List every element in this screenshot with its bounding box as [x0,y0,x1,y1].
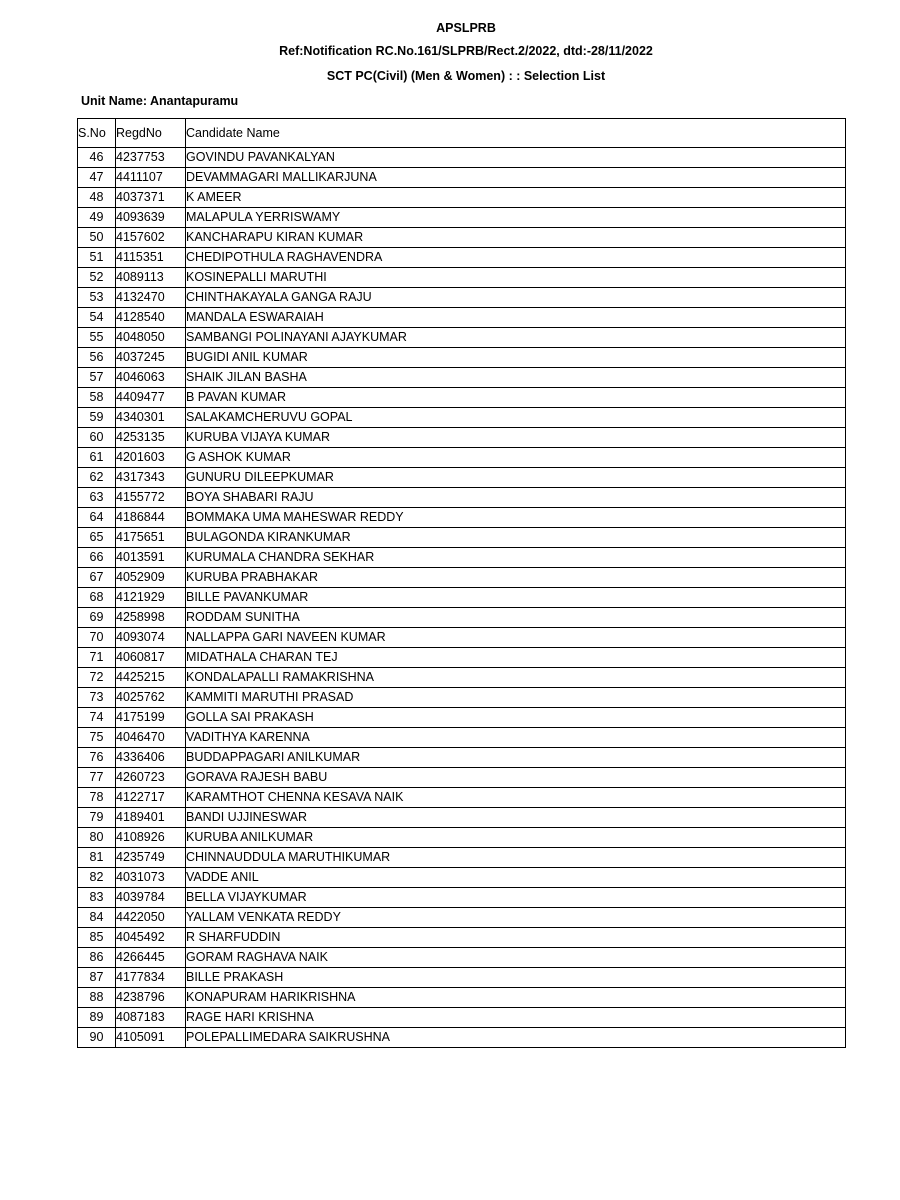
candidate-name-cell: KURUMALA CHANDRA SEKHAR [186,548,846,568]
table-row [78,608,846,628]
regdno-cell: 4253135 [116,428,186,448]
regdno-cell: 4037245 [116,348,186,368]
sno-cell: 74 [78,708,116,728]
candidate-name-cell: CHINNAUDDULA MARUTHIKUMAR [186,848,846,868]
candidate-name-cell: BOYA SHABARI RAJU [186,488,846,508]
regdno-cell: 4128540 [116,308,186,328]
table-row [78,408,846,428]
table-row [78,568,846,588]
candidate-name-cell: BUGIDI ANIL KUMAR [186,348,846,368]
sno-cell: 46 [78,148,116,168]
candidate-name-cell: CHEDIPOTHULA RAGHAVENDRA [186,248,846,268]
table-row [78,228,846,248]
candidate-name-cell: KURUBA PRABHAKAR [186,568,846,588]
candidate-name-cell: KAMMITI MARUTHI PRASAD [186,688,846,708]
table-row [78,768,846,788]
table-row [78,948,846,968]
regdno-cell: 4177834 [116,968,186,988]
sno-cell: 50 [78,228,116,248]
candidate-name-cell: K AMEER [186,188,846,208]
regdno-cell: 4025762 [116,688,186,708]
sno-cell: 84 [78,908,116,928]
candidate-name-cell: VADITHYA KARENNA [186,728,846,748]
candidate-name-cell: MIDATHALA CHARAN TEJ [186,648,846,668]
sno-cell: 56 [78,348,116,368]
regdno-cell: 4046063 [116,368,186,388]
table-row [78,508,846,528]
list-title: SCT PC(Civil) (Men & Women) : : Selection List [326,69,606,83]
sno-cell: 85 [78,928,116,948]
candidate-name-cell: GOVINDU PAVANKALYAN [186,148,846,168]
table-row [78,348,846,368]
candidate-name-cell: KARAMTHOT CHENNA KESAVA NAIK [186,788,846,808]
regdno-cell: 4175199 [116,708,186,728]
candidate-name-cell: RODDAM SUNITHA [186,608,846,628]
table-row [78,828,846,848]
regdno-cell: 4089113 [116,268,186,288]
regdno-cell: 4048050 [116,328,186,348]
table-row [78,208,846,228]
table-row [78,148,846,168]
table-row [78,248,846,268]
table-row [78,468,846,488]
regdno-cell: 4039784 [116,888,186,908]
candidate-name-cell: POLEPALLIMEDARA SAIKRUSHNA [186,1028,846,1048]
table-row [78,288,846,308]
table-body [78,148,846,1048]
candidate-name-cell: KONAPURAM HARIKRISHNA [186,988,846,1008]
table-row [78,308,846,328]
regdno-cell: 4336406 [116,748,186,768]
table-row [78,708,846,728]
regdno-cell: 4122717 [116,788,186,808]
table-row [78,1008,846,1028]
candidate-name-cell: CHINTHAKAYALA GANGA RAJU [186,288,846,308]
candidate-name-cell: DEVAMMAGARI MALLIKARJUNA [186,168,846,188]
candidate-name-cell: KOSINEPALLI MARUTHI [186,268,846,288]
candidate-name-cell: SHAIK JILAN BASHA [186,368,846,388]
regdno-cell: 4045492 [116,928,186,948]
sno-cell: 67 [78,568,116,588]
regdno-cell: 4258998 [116,608,186,628]
sno-cell: 89 [78,1008,116,1028]
regdno-cell: 4037371 [116,188,186,208]
sno-cell: 63 [78,488,116,508]
sno-cell: 86 [78,948,116,968]
table-row [78,968,846,988]
sno-cell: 49 [78,208,116,228]
sno-cell: 53 [78,288,116,308]
table-row [78,328,846,348]
candidate-name-cell: GORAVA RAJESH BABU [186,768,846,788]
candidate-name-cell: MANDALA ESWARAIAH [186,308,846,328]
regdno-cell: 4409477 [116,388,186,408]
sno-cell: 54 [78,308,116,328]
sno-cell: 80 [78,828,116,848]
regdno-cell: 4317343 [116,468,186,488]
regdno-cell: 4422050 [116,908,186,928]
candidate-name-cell: GUNURU DILEEPKUMAR [186,468,846,488]
candidate-name-cell: RAGE HARI KRISHNA [186,1008,846,1028]
regdno-cell: 4266445 [116,948,186,968]
sno-cell: 82 [78,868,116,888]
table-row [78,908,846,928]
sno-cell: 61 [78,448,116,468]
candidate-name-cell: NALLAPPA GARI NAVEEN KUMAR [186,628,846,648]
regdno-cell: 4260723 [116,768,186,788]
table-row [78,368,846,388]
sno-cell: 69 [78,608,116,628]
column-header-sno: S.No [78,119,116,148]
regdno-cell: 4013591 [116,548,186,568]
table-row [78,528,846,548]
sno-cell: 76 [78,748,116,768]
regdno-cell: 4121929 [116,588,186,608]
table-row [78,388,846,408]
candidate-name-cell: KURUBA ANILKUMAR [186,828,846,848]
organization-title: APSLPRB [436,21,496,35]
table-row [78,868,846,888]
table-row [78,888,846,908]
regdno-cell: 4157602 [116,228,186,248]
sno-cell: 90 [78,1028,116,1048]
candidate-name-cell: KONDALAPALLI RAMAKRISHNA [186,668,846,688]
candidate-name-cell: R SHARFUDDIN [186,928,846,948]
column-header-candidate-name: Candidate Name [186,119,846,148]
regdno-cell: 4201603 [116,448,186,468]
table-row [78,588,846,608]
candidate-name-cell: GOLLA SAI PRAKASH [186,708,846,728]
sno-cell: 87 [78,968,116,988]
table-row [78,748,846,768]
regdno-cell: 4425215 [116,668,186,688]
sno-cell: 62 [78,468,116,488]
regdno-cell: 4093639 [116,208,186,228]
table-row [78,668,846,688]
column-header-regdno: RegdNo [116,119,186,148]
table-row [78,688,846,708]
candidate-name-cell: B PAVAN KUMAR [186,388,846,408]
regdno-cell: 4031073 [116,868,186,888]
table-row [78,928,846,948]
table-row [78,1028,846,1048]
candidate-name-cell: SALAKAMCHERUVU GOPAL [186,408,846,428]
sno-cell: 72 [78,668,116,688]
sno-cell: 71 [78,648,116,668]
sno-cell: 64 [78,508,116,528]
candidate-name-cell: BUDDAPPAGARI ANILKUMAR [186,748,846,768]
sno-cell: 79 [78,808,116,828]
candidate-name-cell: YALLAM VENKATA REDDY [186,908,846,928]
table-row [78,808,846,828]
sno-cell: 73 [78,688,116,708]
regdno-cell: 4189401 [116,808,186,828]
sno-cell: 66 [78,548,116,568]
candidate-name-cell: BILLE PRAKASH [186,968,846,988]
candidate-name-cell: BANDI UJJINESWAR [186,808,846,828]
table-row [78,448,846,468]
table-row [78,428,846,448]
candidate-name-cell: BELLA VIJAYKUMAR [186,888,846,908]
notification-reference: Ref:Notification RC.No.161/SLPRB/Rect.2/2022, dtd:-28/11/2022 [279,44,653,58]
sno-cell: 81 [78,848,116,868]
sno-cell: 70 [78,628,116,648]
sno-cell: 75 [78,728,116,748]
sno-cell: 78 [78,788,116,808]
regdno-cell: 4060817 [116,648,186,668]
regdno-cell: 4046470 [116,728,186,748]
candidate-name-cell: KURUBA VIJAYA KUMAR [186,428,846,448]
regdno-cell: 4108926 [116,828,186,848]
table-header-row [78,119,846,148]
table-row [78,268,846,288]
sno-cell: 52 [78,268,116,288]
sno-cell: 57 [78,368,116,388]
sno-cell: 60 [78,428,116,448]
regdno-cell: 4132470 [116,288,186,308]
candidate-name-cell: G ASHOK KUMAR [186,448,846,468]
candidate-name-cell: SAMBANGI POLINAYANI AJAYKUMAR [186,328,846,348]
regdno-cell: 4105091 [116,1028,186,1048]
candidate-name-cell: VADDE ANIL [186,868,846,888]
regdno-cell: 4093074 [116,628,186,648]
regdno-cell: 4155772 [116,488,186,508]
table-row [78,488,846,508]
sno-cell: 65 [78,528,116,548]
regdno-cell: 4186844 [116,508,186,528]
regdno-cell: 4340301 [116,408,186,428]
table-row [78,548,846,568]
regdno-cell: 4087183 [116,1008,186,1028]
sno-cell: 48 [78,188,116,208]
sno-cell: 88 [78,988,116,1008]
sno-cell: 83 [78,888,116,908]
table-row [78,188,846,208]
table-row [78,788,846,808]
table-row [78,168,846,188]
regdno-cell: 4238796 [116,988,186,1008]
table-row [78,628,846,648]
selection-list-table [77,118,846,1048]
regdno-cell: 4411107 [116,168,186,188]
candidate-name-cell: KANCHARAPU KIRAN KUMAR [186,228,846,248]
sno-cell: 77 [78,768,116,788]
table-row [78,988,846,1008]
sno-cell: 59 [78,408,116,428]
regdno-cell: 4052909 [116,568,186,588]
sno-cell: 51 [78,248,116,268]
candidate-name-cell: GORAM RAGHAVA NAIK [186,948,846,968]
table-row [78,728,846,748]
regdno-cell: 4235749 [116,848,186,868]
table-row [78,848,846,868]
regdno-cell: 4175651 [116,528,186,548]
sno-cell: 58 [78,388,116,408]
regdno-cell: 4237753 [116,148,186,168]
candidate-name-cell: MALAPULA YERRISWAMY [186,208,846,228]
candidate-name-cell: BOMMAKA UMA MAHESWAR REDDY [186,508,846,528]
unit-name: Unit Name: Anantapuramu [81,94,239,108]
sno-cell: 55 [78,328,116,348]
candidate-name-cell: BULAGONDA KIRANKUMAR [186,528,846,548]
candidate-name-cell: BILLE PAVANKUMAR [186,588,846,608]
sno-cell: 47 [78,168,116,188]
table-row [78,648,846,668]
regdno-cell: 4115351 [116,248,186,268]
sno-cell: 68 [78,588,116,608]
